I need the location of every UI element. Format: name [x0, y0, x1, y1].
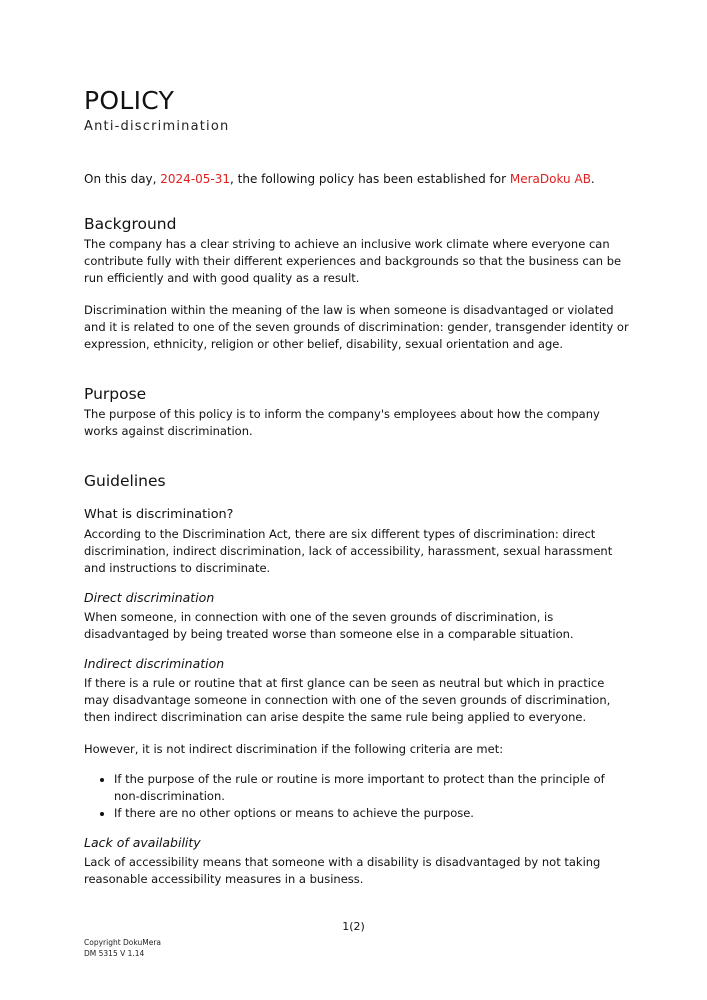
company-name: MeraDoku AB — [509, 172, 591, 186]
indirect-discrimination-paragraph-1: If there is a rule or routine that at first glance can be seen as neutral but which in practice may disadvantage someone in connection with one of the seven grounds of discrimination, then indirect discrimination can arise despite the same rule being applied to everyone. — [84, 676, 611, 724]
policy-date: 2024-05-31 — [160, 172, 231, 186]
purpose-heading: Purpose — [84, 385, 147, 403]
what-is-discrimination-paragraph: According to the Discrimination Act, there are six different types of discrimination: direct discrimination, indirect discrimination, lack of accessibility, harassment, sexual harassment and instructions to discriminate. — [84, 527, 613, 575]
footer-info — [84, 937, 161, 959]
page-title: POLICY — [84, 86, 175, 115]
guidelines-heading: Guidelines — [84, 472, 166, 490]
direct-discrimination-heading: Direct discrimination — [84, 590, 215, 605]
list-item: • If the purpose of the rule or routine is more important to protect than the principle of non-discrimination. — [114, 771, 629, 805]
intro-text-start: On this day, — [84, 172, 161, 186]
criteria-list — [84, 771, 629, 822]
direct-discrimination-paragraph: When someone, in connection with one of the seven grounds of discrimination, is disadvantaged by being treated worse than someone else in a comparable situation. — [84, 610, 574, 641]
background-heading: Background — [84, 215, 177, 233]
intro-paragraph — [84, 171, 629, 187]
lack-of-availability-heading: Lack of availability — [84, 835, 201, 850]
document-id: DM 5315 V 1.14 — [84, 949, 145, 958]
list-item: • If there are no other options or means to achieve the purpose. — [114, 805, 629, 822]
page-content — [84, 86, 629, 888]
page-number: 1(2) — [342, 920, 365, 933]
copyright-text: Copyright DokuMera — [84, 938, 162, 947]
what-is-discrimination-heading: What is discrimination? — [84, 507, 234, 522]
indirect-discrimination-paragraph-2: However, it is not indirect discrimination if the following criteria are met: — [84, 742, 504, 756]
lack-of-availability-paragraph: Lack of accessibility means that someone with a disability is disadvantaged by not taking reasonable accessibility measures in a business. — [84, 855, 601, 886]
background-paragraph-1: The company has a clear striving to achieve an inclusive work climate where everyone can contribute fully with their different experiences and backgrounds so that the business can be run efficiently and with good quality as a result. — [84, 237, 622, 285]
intro-text-end: . — [590, 172, 595, 186]
intro-text-middle: , the following policy has been established for — [230, 172, 510, 186]
page-subtitle: Anti-discrimination — [84, 119, 230, 134]
background-paragraph-2: Discrimination within the meaning of the law is when someone is disadvantaged or violated and it is related to one of the seven grounds of discrimination: gender, transgender identity or expression, ethnicity, religion or other belief, disability, sexual orientation and age. — [84, 303, 629, 351]
indirect-discrimination-heading: Indirect discrimination — [84, 656, 225, 671]
purpose-paragraph: The purpose of this policy is to inform the company's employees about how the company works against discrimination. — [84, 407, 600, 438]
